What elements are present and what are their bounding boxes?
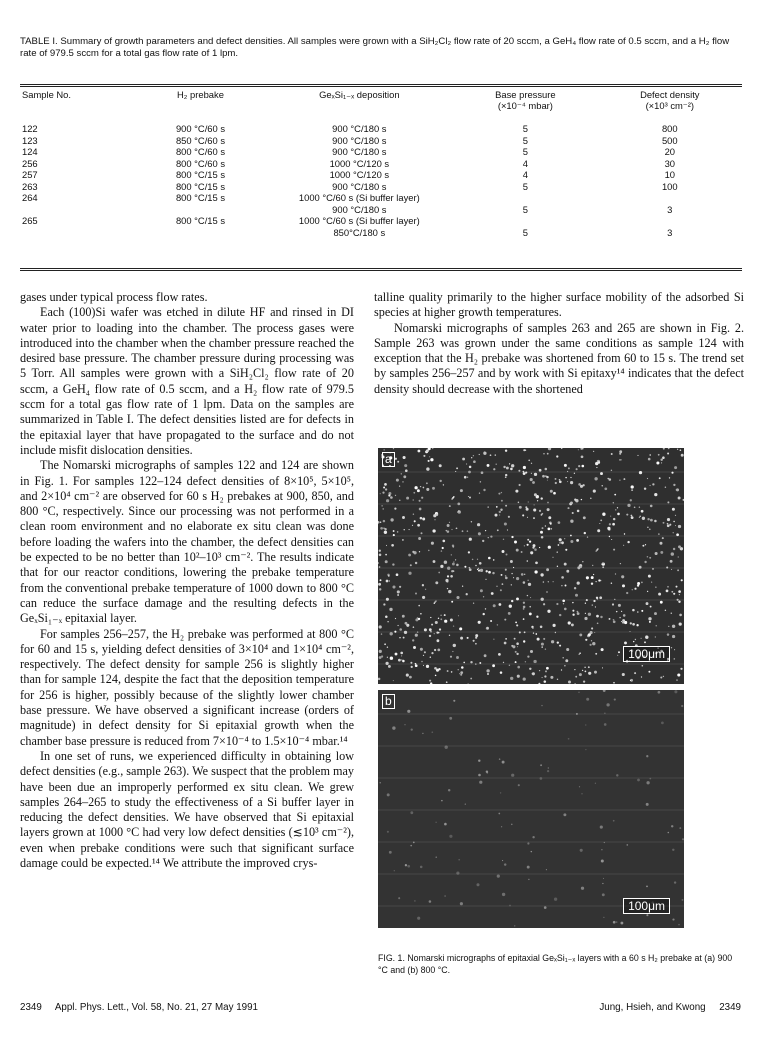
table-cell: 5 (522, 146, 528, 157)
table-cell: 900 °C/180 s (332, 134, 387, 146)
table-cell: 3 (667, 226, 673, 238)
table-cell: 800 °C/15 s (175, 169, 226, 180)
table-cell (136, 227, 266, 239)
table-cell: 1000 °C/120 s (329, 157, 390, 169)
table-cell: 4 (522, 169, 528, 180)
table-cell: 30 (664, 157, 675, 169)
table-cell: 800 °C/60 s (175, 146, 226, 157)
paragraph: gases under typical process flow rates. (20, 290, 208, 304)
figure-caption: FIG. 1. Nomarski micrographs of epitaxial GeₓSi₁₋ₓ layers with a 60 s H₂ prebake at (a) 900 °C and (b) 800 °C. (378, 953, 733, 975)
scale-bar-b: 100μm (623, 898, 670, 914)
table-row (20, 146, 742, 158)
table-cell: 800 °C/60 s (175, 157, 226, 169)
table-cell: 850°C/180 s (333, 226, 386, 238)
table-cell: 800 (661, 123, 678, 134)
table-cell: 900 °C/180 s (332, 146, 387, 157)
table-row (20, 192, 742, 204)
table-cell: 5 (522, 134, 528, 146)
table-cell: 256 (22, 157, 38, 169)
paragraph: Each (100)Si wafer was etched in dilute HF and rinsed in DI water prior to loading into the chamber. The process gases were introduced into the chamber when the chamber pressure reached the desired base pressure. The chamber pressure during processing was 5 Torr. All samples were grown with a SiH₂Cl₂ flow rate of 20 sccm, a GeH₄ flow rate of 0.5 sccm, and a H₂ flow rate of 979.5 sccm for a total gas flow rate of 1 lpm. Data on the samples are summarized in Table I. The defect densities listed are for defects in the epitaxial layer that have propagated to the surface and do not include misfit dislocation densities. (20, 305, 354, 457)
paragraph: talline quality primarily to the higher surface mobility of the adsorbed Si species at higher growth temperatures. (374, 290, 744, 320)
table-bottom-rule (20, 268, 742, 269)
table-cell (598, 215, 742, 227)
table-cell: 500 (661, 134, 678, 146)
table-cell: 264 (22, 192, 38, 203)
scale-bar-a: 100μm (623, 646, 670, 662)
paragraph: In one set of runs, we experienced difficulty in obtaining low defect densities (e.g., sample 263). We suspect that the problem may have been due an improperly performed ex situ clean. We grew samples 264–265 to study the effectiveness of a Si buffer layer in reducing the defect densities. We have observed that Si epitaxial layers grown at 1000 °C had very low defect densities (≲10³ cm⁻²), even when prebake conditions were such that significant surface damage could be expected.¹⁴ We attribute the improved crys- (20, 748, 354, 870)
table-caption: TABLE I. Summary of growth parameters and defect densities. All samples were grown with a SiH₂Cl₂ flow rate of 20 sccm, a GeH₄ flow rate of 0.5 sccm, and a H₂ flow rate of 979.5 sccm for a total gas flow rate of 1 lpm. (20, 36, 730, 59)
table-cell: 124 (22, 146, 38, 157)
table-cell: 900 °C/180 s (332, 203, 387, 215)
table-row (20, 227, 742, 239)
paragraph: Nomarski micrographs of samples 263 and 265 are shown in Fig. 2. Sample 263 was grown under the same conditions as sample 124 with exception that the H₂ prebake was shortened from 60 to 15 s. The trend set by samples 256–257 and by work with Si epitaxy¹⁴ indicates that the defect density should decrease with the shortened (374, 320, 744, 396)
table-cell: 10 (664, 169, 675, 180)
table-cell: 800 °C/15 s (175, 215, 226, 226)
panel-a-label: a (382, 452, 395, 467)
header-base-pressure: Base pressure (×10⁻⁴ mbar) (495, 89, 556, 111)
table-top-rule (20, 84, 742, 85)
table-cell: 800 °C/15 s (175, 180, 226, 192)
table-row (20, 135, 742, 147)
table-cell: 900 °C/180 s (332, 180, 387, 192)
table-bottom-rule-2 (20, 270, 742, 271)
footer-left: 2349 Appl. Phys. Lett., Vol. 58, No. 21, 27 May 1991 (20, 1002, 258, 1013)
table-cell: 5 (522, 123, 528, 134)
table-cell: 263 (22, 180, 38, 192)
table-cell: 5 (522, 203, 528, 215)
table-cell (598, 192, 742, 204)
panel-b-label: b (382, 694, 395, 709)
table-cell (453, 192, 597, 204)
table-cell (136, 204, 266, 216)
paragraph: The Nomarski micrographs of samples 122 and 124 are shown in Fig. 1. For samples 122–124 defect densities of 8×10⁵, 5×10⁵, and 2×10⁴ cm⁻² are observed for 60 s H₂ prebakes at 900, 850, and 800 °C, respectively. Since our processing was not performed in a clean room environment and no elaborate ex situ clean was done before loading the wafers into the chamber, the defect densities can be expected to be no better than 10²–10³ cm⁻². The results indicate that for our reactor conditions, lowering the prebake temperature from the conventional prebake temperature of 1000 down to 800 °C can reduce the surface damage and the resulting defects in the GeₓSi₁₋ₓ epitaxial layer. (20, 458, 354, 626)
table-cell: 3 (667, 203, 673, 215)
table-row (20, 115, 742, 135)
table-cell: 900 °C/60 s (175, 123, 226, 134)
table-row (20, 181, 742, 193)
table-row (20, 169, 742, 181)
left-text-column (20, 290, 354, 871)
right-text-column (374, 290, 744, 397)
header-deposition: GeₓSi₁₋ₓ deposition (319, 89, 400, 100)
table-cell (20, 204, 136, 216)
table-cell: 5 (522, 226, 528, 238)
table-body (20, 115, 742, 238)
table-cell: 123 (22, 134, 38, 146)
header-h2-prebake: H₂ prebake (177, 89, 224, 100)
table-row (20, 215, 742, 227)
table-cell: 850 °C/60 s (175, 134, 226, 146)
table-cell: 257 (22, 169, 38, 180)
table-cell: 100 (661, 180, 678, 192)
table-cell (453, 215, 597, 227)
header-sample-no: Sample No. (22, 89, 71, 100)
table-cell: 5 (522, 180, 528, 192)
table-cell: 1000 °C/60 s (Si buffer layer) (298, 192, 420, 203)
table-cell: 4 (522, 157, 528, 169)
table-cell: 20 (664, 146, 675, 157)
footer-right: Jung, Hsieh, and Kwong 2349 (599, 1002, 741, 1013)
growth-parameters-table (20, 88, 742, 238)
table-cell: 1000 °C/120 s (329, 169, 390, 180)
micrograph-panel-b (378, 690, 684, 928)
table-cell: 1000 °C/60 s (Si buffer layer) (298, 215, 420, 226)
table-cell: 800 °C/15 s (175, 192, 226, 203)
table-cell: 900 °C/180 s (332, 123, 387, 134)
table-row (20, 158, 742, 170)
paragraph: For samples 256–257, the H₂ prebake was performed at 800 °C for 60 and 15 s, yielding defect densities of 3×10⁴ and 1×10⁴ cm⁻², respectively. The defect density for sample 256 is slightly higher than for sample 124, despite the fact that the deposition temperature for 256 is higher, possibly because of the slightly lower chamber base pressure. We have observed a significant increase (orders of magnitude) in defect density for Si epitaxial growth when the chamber base pressure is reduced from 7×10⁻⁴ to 1.5×10⁻⁴ mbar.¹⁴ (20, 626, 354, 748)
table-cell (20, 227, 136, 239)
table-row (20, 204, 742, 216)
header-defect-density: Defect density (×10³ cm⁻²) (640, 89, 700, 111)
table-header-row (20, 88, 742, 115)
table-cell: 265 (22, 215, 38, 226)
table-cell: 122 (22, 123, 38, 134)
micrograph-panel-a (378, 448, 684, 684)
micrograph-b-image (378, 690, 684, 928)
table-top-rule-2 (20, 86, 742, 87)
